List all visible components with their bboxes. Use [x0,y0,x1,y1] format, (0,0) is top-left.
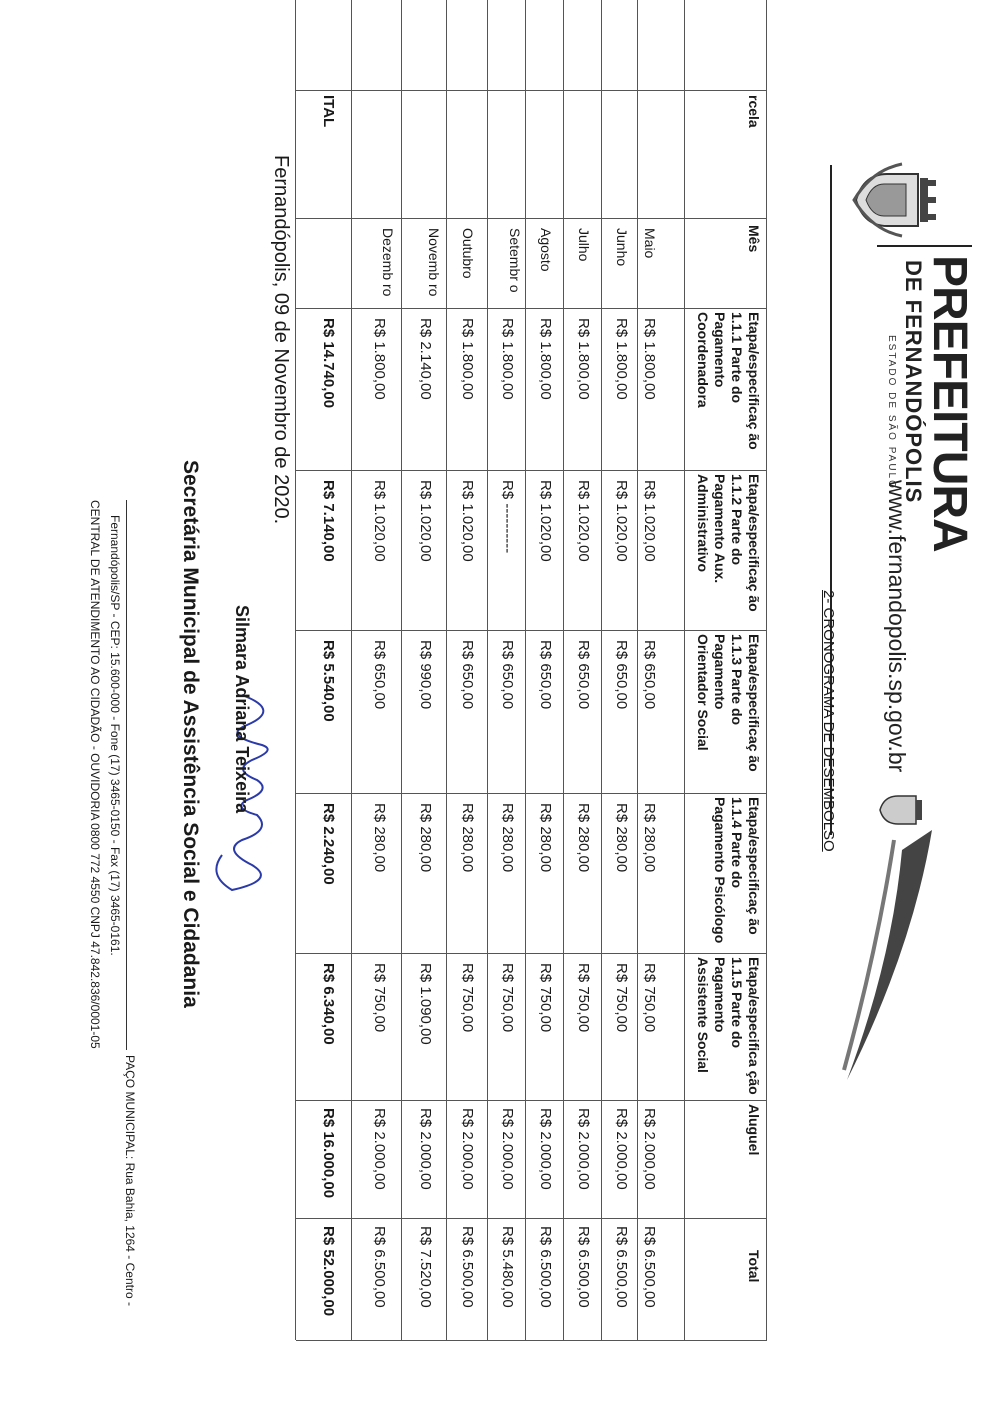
website-url[interactable]: www.fernandopolis.sp.gov.br [884,480,910,773]
row-month: Maio [642,228,658,259]
row-value: R$ 280,00 [499,803,516,873]
row-month: Outubro [460,228,476,279]
swoosh-logo-icon [842,830,972,1090]
row-value: R$ 1.800,00 [459,318,476,400]
total-row-label: ITAL [320,95,337,128]
row-value: R$ 280,00 [575,803,592,873]
date-line: Fernandópolis, 09 de Novembro de 2020. [270,155,292,525]
row-value: R$ 650,00 [459,640,476,710]
row-month: Setembr o [507,228,523,293]
row-value: R$ 1.020,00 [537,480,554,562]
header-parcela: rcela [746,95,762,128]
row-value: R$ 2.000,00 [459,1108,476,1190]
row-value: R$ 5.480,00 [499,1226,516,1308]
row-value: R$ 750,00 [371,963,388,1033]
row-value: R$ 750,00 [537,963,554,1033]
total-value: R$ 5.540,00 [320,640,337,722]
row-value: R$ 7.520,00 [417,1226,434,1308]
row-value: R$ 1.020,00 [641,480,658,562]
row-value: R$ 280,00 [371,803,388,873]
row-value: R$ 6.500,00 [641,1226,658,1308]
row-value: R$ 1.800,00 [371,318,388,400]
footer-contact: Fernandópolis/SP - CEP: 15.600-000 - Fone (17) 3465-0150 - Fax (17) 3465-0161. [108,515,122,956]
row-value: R$ 2.000,00 [499,1108,516,1190]
brand-state: ESTADO DE SÃO PAULO [886,335,897,490]
row-value: R$ 650,00 [537,640,554,710]
row-value: R$ 1.090,00 [417,963,434,1045]
total-value: R$ 7.140,00 [320,480,337,562]
row-value: R$ 2.000,00 [371,1108,388,1190]
row-month: Agosto [538,228,554,272]
row-value: R$ 2.000,00 [641,1108,658,1190]
row-value: R$ 280,00 [537,803,554,873]
row-value: R$ 650,00 [641,640,658,710]
row-value: R$ 990,00 [417,640,434,710]
header-col-psicologo: Etapa/especificaç ão 1.1.4 Parte do Pagamento Psicólogo [712,797,762,944]
row-value: R$ 1.020,00 [371,480,388,562]
header-col-aux-administrativo: Etapa/especificaç ão 1.1.2 Parte do Pagamento Aux. Administrativo [695,474,762,612]
header-col-assistente-social: Etapa/especifica ção 1.1.5 Parte do Pagamento Assistente Social [695,957,762,1095]
row-value: R$ 280,00 [641,803,658,873]
municipal-crest-icon [852,160,942,240]
header-mes: Mês [746,225,762,253]
row-value: R$ 750,00 [575,963,592,1033]
row-value: R$ 750,00 [459,963,476,1033]
header-col-coordenadora: Etapa/especificaç ão 1.1.1 Parte do Pagamento Coordenadora [695,312,762,450]
row-value: R$ 280,00 [613,803,630,873]
total-value: R$ 2.240,00 [320,803,337,885]
row-value: R$ 650,00 [499,640,516,710]
row-value: R$ 6.500,00 [371,1226,388,1308]
row-value: R$ 750,00 [641,963,658,1033]
row-month: Junho [614,228,630,267]
row-value: R$ 2.000,00 [575,1108,592,1190]
row-value: R$ 6.500,00 [575,1226,592,1308]
total-value: R$ 52.000,00 [320,1226,337,1317]
row-value: R$ 280,00 [459,803,476,873]
row-value: R$ 750,00 [499,963,516,1033]
row-value: R$ 6.500,00 [459,1226,476,1308]
footer-ouvidoria: CENTRAL DE ATENDIMENTO AO CIDADÃO - OUVIDORIA 0800 772 4550 CNPJ 47.842.836/0001-05 [88,500,102,1049]
row-value: R$ 1.020,00 [613,480,630,562]
row-value: R$ ---------- [499,480,516,554]
row-value: R$ 1.800,00 [613,318,630,400]
crest-small-icon [878,790,924,830]
row-value: R$ 1.800,00 [537,318,554,400]
row-month: Dezemb ro [380,228,396,297]
row-value: R$ 280,00 [417,803,434,873]
row-month: Julho [576,228,592,262]
brand-subtitle: DE FERNANDÓPOLIS [901,260,926,504]
row-value: R$ 650,00 [575,640,592,710]
row-value: R$ 6.500,00 [613,1226,630,1308]
row-value: R$ 6.500,00 [537,1226,554,1308]
row-month: Novemb ro [426,228,442,297]
row-value: R$ 1.020,00 [575,480,592,562]
row-value: R$ 2.000,00 [537,1108,554,1190]
row-value: R$ 2.000,00 [613,1108,630,1190]
signer-name: Silmara Adriana Teixeira [232,605,252,814]
header-total: Total [746,1250,762,1283]
secretariat-title: Secretária Municipal de Assistência Social e Cidadania [179,460,202,1008]
row-value: R$ 2.140,00 [417,318,434,400]
row-value: R$ 650,00 [371,640,388,710]
total-value: R$ 6.340,00 [320,963,337,1045]
total-value: R$ 16.000,00 [320,1108,337,1199]
brand-title: PREFEITURA [923,255,976,552]
footer-address: PAÇO MUNICIPAL: Rua Bahia, 1264 - Centro - [123,1055,137,1306]
row-value: R$ 1.800,00 [499,318,516,400]
row-value: R$ 2.000,00 [417,1108,434,1190]
row-value: R$ 650,00 [613,640,630,710]
document-title: 2- CRONOGRAMA DE DESEMBOLSO [820,590,837,852]
row-value: R$ 1.800,00 [641,318,658,400]
total-value: R$ 14.740,00 [320,318,337,409]
row-value: R$ 750,00 [613,963,630,1033]
header-aluguel: Aluguel [746,1104,762,1156]
header-col-orientador-social: Etapa/especificaç ão 1.1.3 Parte do Pagamento Orientador Social [695,634,762,772]
row-value: R$ 1.020,00 [459,480,476,562]
row-value: R$ 1.800,00 [575,318,592,400]
row-value: R$ 1.020,00 [417,480,434,562]
signature-icon [202,690,302,900]
